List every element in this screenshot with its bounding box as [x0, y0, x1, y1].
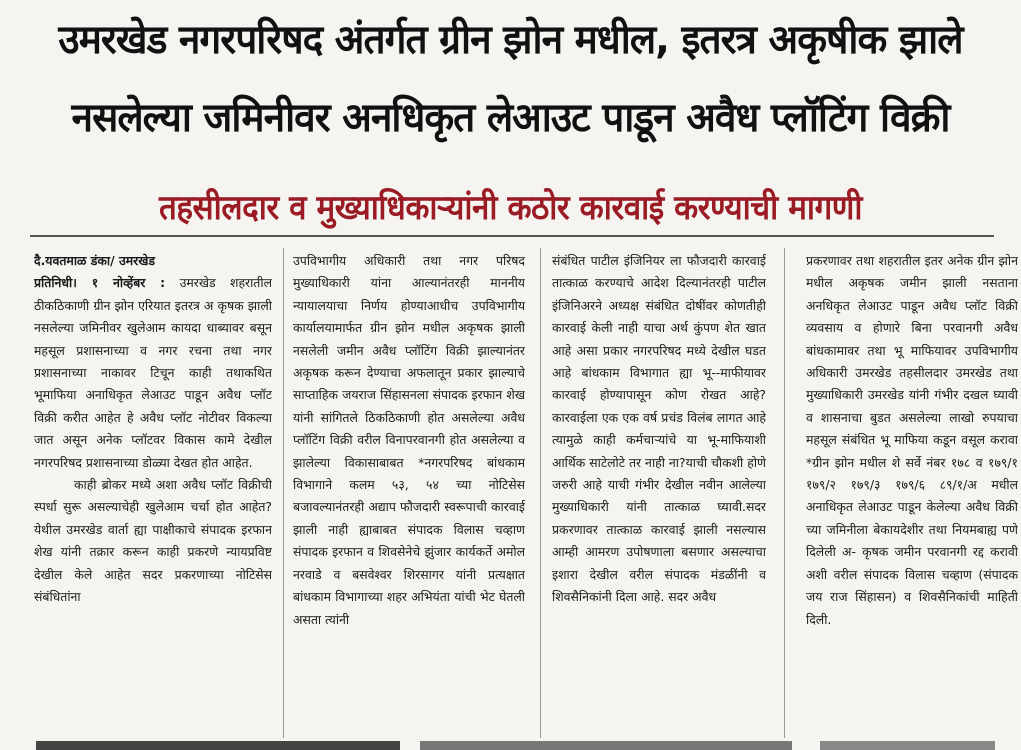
article-column-3 [552, 250, 766, 738]
column-divider [540, 248, 541, 738]
dateline-source: दै.यवतमाळ डंका/ उमरखेड [34, 253, 155, 268]
headline-line-2: नसलेल्या जमिनीवर अनधिकृत लेआउट पाडून अवैध प्लॉटिंग विक्री [71, 95, 950, 141]
footer-bar [420, 741, 792, 750]
dateline [34, 250, 272, 272]
column-divider [784, 248, 785, 738]
paragraph: संबंधित पाटील इंजिनियर ला फौजदारी कारवाई तात्काळ करण्याचे आदेश दिल्यानंतरही पाटील इंजिनिअरने अध्यक्ष संबंधित दोषींवर कोणतीही कारवाई केली नाही याचा अर्थ कुंपण शेत खात आहे असा प्रकार नगरपरिषद मध्ये देखील घडत आहे बांधकाम विभागात ह्या भू--माफीयावर कारवाई होण्यापासून कोण रोखत आहे? कारवाईला एक एक वर्ष प्रचंड विलंब लागत आहे त्यामुळे काही कर्मचाऱ्यांचे या भू-माफियाशी आर्थिक साटेलोटे तर नाही ना?याची चौकशी होणे जरुरी आहे याची गंभीर देखील नवीन आलेल्या मुख्याधिकारी यांनी तात्काळ घ्यावी.सदर प्रकरणावर तात्काळ कारवाई झाली नसल्यास आम्ही आमरण उपोषणाला बसणार असल्याचा इशारा देखील वरील संपादक मंडळींनी व शिवसैनिकांनी दिला आहे. सदर अवैध [552, 253, 766, 605]
footer-bar [36, 741, 400, 750]
article-column-1 [34, 250, 272, 738]
dateline-reporter: प्रतिनिधी। १ नोव्हेंबर : [34, 275, 166, 291]
footer-bar [820, 741, 995, 750]
subheadline: तहसीलदार व मुख्याधिकाऱ्यांनी कठोर कारवाई करण्याची मागणी [158, 188, 863, 228]
paragraph: प्रकरणावर तथा शहरातील इतर अनेक ग्रीन झोन मधील अकृषक जमीन झाली नसताना अनधिकृत लेआउट पाडून अवैध प्लॉट विक्री व्यवसाय व होणारे बिना परवानगी अवैध बांधकामावर तथा भू माफियावर उपविभागीय अधिकारी उमरखेड तहसीलदार उमरखेड तथा मुख्याधिकारी उमरखेड यांनी गंभीर दखल घ्यावी व शासनाचा बुडत असलेल्या लाखो रुपयाचा महसूल संबंधित भू माफिया कडून वसूल करावा *ग्रीन झोन मधील शे सर्वे नंबर १७८ व १७९/१ १७९/२ १७९/३ १७९/६ ८९/१/अ मधील अनाधिकृत लेआउट पाडून केलेल्या अवैध विक्री च्या जमिनीला बेकायदेशीर तथा नियमबाह्य पणे दिलेली अ- कृषक जमीन परवानगी रद्द करावी अशी वरील संपादक विलास चव्हाण (संपादक जय राज सिंहासन) व शिवसैनिकांची माहिती दिली. [806, 253, 1018, 627]
paragraph-text: उमरखेड शहरातील ठीकठिकाणी ग्रीन झोन एरियात इतरत्र अ कृषक झाली नसलेल्या जमिनीवर खुलेआम कायदा धाब्यावर बसून महसूल प्रशासनाच्या व नगर रचना तथा नगर प्रशासनाच्या नाकावर टिचून काही तथाकथित भूमाफिया अनाधिकृत लेआउट पाडून अवैध प्लॉट विक्री करीत आहेत हे अवैध प्लॉट नोटीवर विकल्या जात असून अनेक प्लॉटवर विकास कामे देखील नगरपरिषद प्रशासनाच्या डोळ्या देखत होत आहेत. [34, 275, 272, 470]
article-column-4 [806, 250, 1018, 738]
header-divider [30, 235, 994, 237]
paragraph [34, 272, 272, 474]
paragraph: उपविभागीय अधिकारी तथा नगर परिषद मुख्याधिकारी यांना आल्यानंतरही माननीय न्यायालयाचा निर्णय होण्याआधीच उपविभागीय कार्यालयामार्फत ग्रीन झोन मधील अकृषक झाली नसलेली जमीन अवैध प्लॉटिंग विक्री झाल्यानंतर अकृषक करून देण्याचा अफलातून प्रकार झाल्याचे साप्ताहिक जयराज सिंहासनला संपादक इरफान शेख यांनी सांगितले ठिकठिकाणी होत असलेल्या अवैध प्लॉटिंग विक्री वरील विनापरवानगी होत असलेल्या व झालेल्या विकासाबाबत *नगरपरिषद बांधकाम विभागाने कलम ५३, ५४ च्या नोटिसेस बजावल्यानंतरही अद्याप फौजदारी स्वरूपाची कारवाई झाली नाही ह्याबाबत संपादक विलास चव्हाण संपादक इरफान व शिवसेनेचे झुंजार कार्यकर्ते अमोल नरवाडे व बसवेश्वर शिरसागर यांनी प्रत्यक्षात बांधकाम विभागाच्या शहर अभियंता यांची भेट घेतली असता त्यांनी [293, 253, 525, 627]
column-divider [283, 248, 284, 738]
article-column-2 [293, 250, 525, 738]
headline-line-1: उमरखेड नगरपरिषद अंतर्गत ग्रीन झोन मधील, इतरत्र अकृषीक झाले [58, 17, 963, 63]
paragraph: काही ब्रोकर मध्ये अशा अवैध प्लॉट विक्रीची स्पर्धा सुरू असल्याचेही खुलेआम चर्चा होत आहेत? येथील उमरखेड वार्ता ह्या पाक्षीकाचे संपादक इरफान शेख यांनी तक्रार करून काही प्रकरणे न्यायप्रविष्ट देखील केले आहेत सदर प्रकरणाच्या नोटिसेस संबंधितांना [34, 477, 272, 605]
